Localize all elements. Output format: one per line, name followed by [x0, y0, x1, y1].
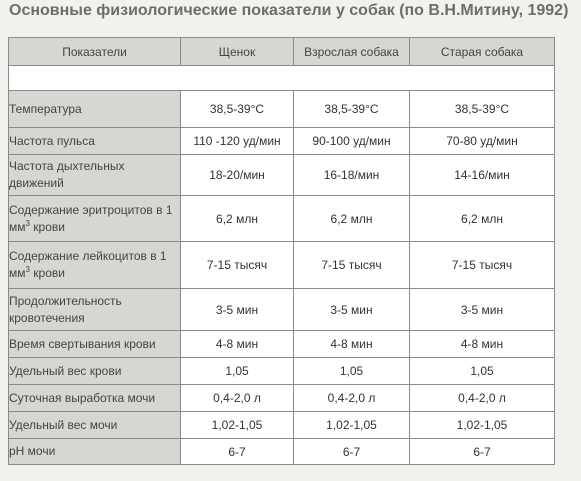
row-label-clotting: Время свертывания крови [9, 331, 181, 358]
table-row [9, 289, 555, 331]
cell-puppy: 4-8 мин [181, 331, 294, 358]
table-row [9, 385, 555, 412]
row-label-bleeding: Продолжительность кровотечения [9, 289, 181, 331]
table-header-row [9, 38, 555, 66]
cell-old: 0,4-2,0 л [410, 385, 555, 412]
cell-adult: 38,5-39°С [294, 91, 410, 128]
row-label-urine-ph: pH мочи [9, 439, 181, 465]
cell-adult: 0,4-2,0 л [294, 385, 410, 412]
cell-old: 1,05 [410, 358, 555, 385]
column-header-indicators: Показатели [9, 38, 181, 66]
cell-puppy: 7-15 тысяч [181, 242, 294, 289]
row-label-pulse: Частота пульса [9, 128, 181, 155]
table-row [9, 439, 555, 465]
page-title: Основные физиологические показатели у собак (по В.Н.Митину, 1992) [9, 2, 569, 19]
cell-old: 3-5 мин [410, 289, 555, 331]
cell-old: 14-16/мин [410, 155, 555, 196]
cell-adult: 6,2 млн [294, 196, 410, 242]
table-row [9, 128, 555, 155]
cell-old: 1,02-1,05 [410, 412, 555, 439]
table-row [9, 155, 555, 196]
row-label-urine-density: Удельный вес мочи [9, 412, 181, 439]
cell-puppy: 3-5 мин [181, 289, 294, 331]
row-label-urine-output: Суточная выработка мочи [9, 385, 181, 412]
column-header-adult-dog: Взрослая собака [294, 38, 410, 66]
row-label-leukocytes: Содержание лейкоцитов в 1 $мм^3$ крови [9, 242, 181, 289]
cell-puppy: 110 -120 уд/мин [181, 128, 294, 155]
row-label-blood-density: Удельный вес крови [9, 358, 181, 385]
cell-adult: 6-7 [294, 439, 410, 465]
cell-adult: 16-18/мин [294, 155, 410, 196]
cell-puppy: 6-7 [181, 439, 294, 465]
table-row [9, 331, 555, 358]
table-row [9, 358, 555, 385]
cell-adult: 1,02-1,05 [294, 412, 410, 439]
physiology-table [8, 37, 555, 465]
cell-old: 6,2 млн [410, 196, 555, 242]
cell-puppy: 1,02-1,05 [181, 412, 294, 439]
table-row [9, 242, 555, 289]
cell-puppy: 0,4-2,0 л [181, 385, 294, 412]
cell-adult: 90-100 уд/мин [294, 128, 410, 155]
cell-puppy: 1,05 [181, 358, 294, 385]
cell-adult: 1,05 [294, 358, 410, 385]
row-label-erythrocytes: Содержание эритроцитов в 1 $мм^3$ крови [9, 196, 181, 242]
column-header-puppy: Щенок [181, 38, 294, 66]
table-row [9, 412, 555, 439]
cell-adult: 3-5 мин [294, 289, 410, 331]
cell-puppy: 38,5-39°С [181, 91, 294, 128]
cell-old: 7-15 тысяч [410, 242, 555, 289]
column-header-old-dog: Старая собака [410, 38, 555, 66]
table-row [9, 91, 555, 128]
cell-old: 70-80 уд/мин [410, 128, 555, 155]
row-label-breathing: Частота дыхтельных движений [9, 155, 181, 196]
cell-old: 38,5-39°С [410, 91, 555, 128]
cell-puppy: 6,2 млн [181, 196, 294, 242]
cell-adult: 4-8 мин [294, 331, 410, 358]
table-row [9, 196, 555, 242]
cell-old: 4-8 мин [410, 331, 555, 358]
cell-puppy: 18-20/мин [181, 155, 294, 196]
cell-adult: 7-15 тысяч [294, 242, 410, 289]
empty-row [9, 66, 555, 91]
cell-old: 6-7 [410, 439, 555, 465]
row-label-temperature: Температура [9, 91, 181, 128]
